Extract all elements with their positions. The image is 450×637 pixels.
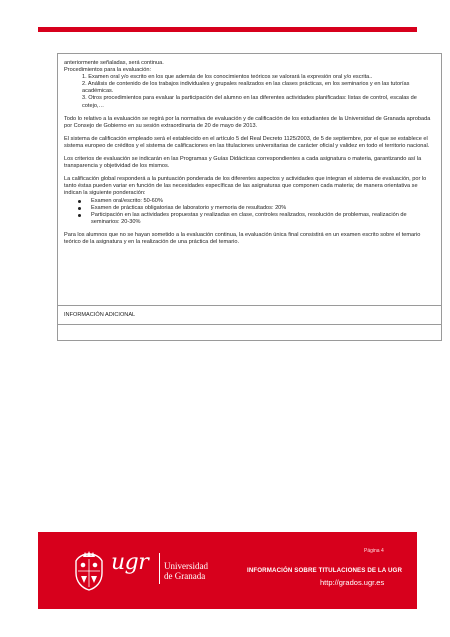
header-red-bar <box>38 27 417 32</box>
procedure-item: 1. Examen oral y/o escrito en los que además de los conocimientos teóricos se valorará la expresión oral y/o escrita.. <box>82 74 373 81</box>
additional-info-heading: INFORMACIÓN ADICIONAL <box>64 312 136 318</box>
university-name <box>164 561 208 581</box>
evaluation-cell <box>58 54 441 306</box>
weighting-item: Examen oral/escrito: 50-60% <box>91 198 436 205</box>
evaluation-table <box>57 53 442 341</box>
procedure-item: 2. Análisis de contenido de los trabajos individuales y grupales realizados en las clases prácticas, en los seminarios y en las tutorías académicas. <box>82 81 410 95</box>
regulation-paragraph: Todo lo relativo a la evaluación se regirá por la normativa de evaluación y de calificación de los estudiantes de la Universidad de Granada aprobada por Consejo de Gobierno en su sesión extraordinaria de 20 de mayo de 2013. <box>64 115 431 129</box>
intro-text: anteriormente señaladas, será continua. <box>64 60 164 66</box>
logo-divider <box>159 553 160 584</box>
university-name-line1: Universidad <box>164 561 208 571</box>
additional-info-cell <box>58 306 441 325</box>
page-number: Página 4 <box>364 548 384 554</box>
footer-banner <box>38 532 417 609</box>
weighting-item: Participación en las actividades propuestas y realizadas en clase, controles realizados, resolución de problemas, realización de seminarios: 20-30% <box>91 212 436 226</box>
weighting-list <box>64 198 436 226</box>
weighting-paragraph: La calificación global responderá a la puntuación ponderada de los diferentes aspectos y actividades que integran el sistema de evaluación, por lo tanto éstas pueden variar en función de las necesidades específicas de las asignaturas que componen cada materia; de manera orientativa se indican la siguiente ponderación: <box>64 176 427 197</box>
footer-url-link[interactable]: http://grados.ugr.es <box>320 578 385 587</box>
university-crest-icon <box>71 551 107 592</box>
university-name-line2: de Granada <box>164 571 206 581</box>
criteria-paragraph: Los criterios de evaluación se indicarán en las Programas y Guías Didácticas correspondientes a cada asignatura o materia, garantizando así la transparencia y objetividad de los mismos. <box>64 156 422 170</box>
procedure-item: 3. Otros procedimientos para evaluar la participación del alumno en las diferentes actividades planificadas: listas de control, escalas de cotejo,… <box>82 95 417 109</box>
ugr-logotype: ugr <box>111 550 149 575</box>
grading-system-paragraph: El sistema de calificación empleado será el establecido en el artículo 5 del Real Decreto 1125/2003, de 5 de septiembre, por el que se establece el sistema europeo de créditos y el sistema de calificaciones en las titulaciones universitarias de carácter oficial y validez en todo el territorio nacional. <box>64 135 430 149</box>
procedures-title: Procedimientos para la evaluación: <box>64 67 152 74</box>
procedures-list <box>64 74 436 109</box>
weighting-item: Examen de prácticas obligatorias de laboratorio y memoria de resultados: 20% <box>91 205 436 212</box>
final-evaluation-paragraph: Para los alumnos que no se hayan sometido a la evaluación continua, la evaluación única final consistirá en un examen escrito sobre el temario teórico de la asignatura y en la realización de una práctica del temario. <box>64 231 421 245</box>
footer-title: INFORMACIÓN SOBRE TITULACIONES DE LA UGR <box>247 567 403 574</box>
